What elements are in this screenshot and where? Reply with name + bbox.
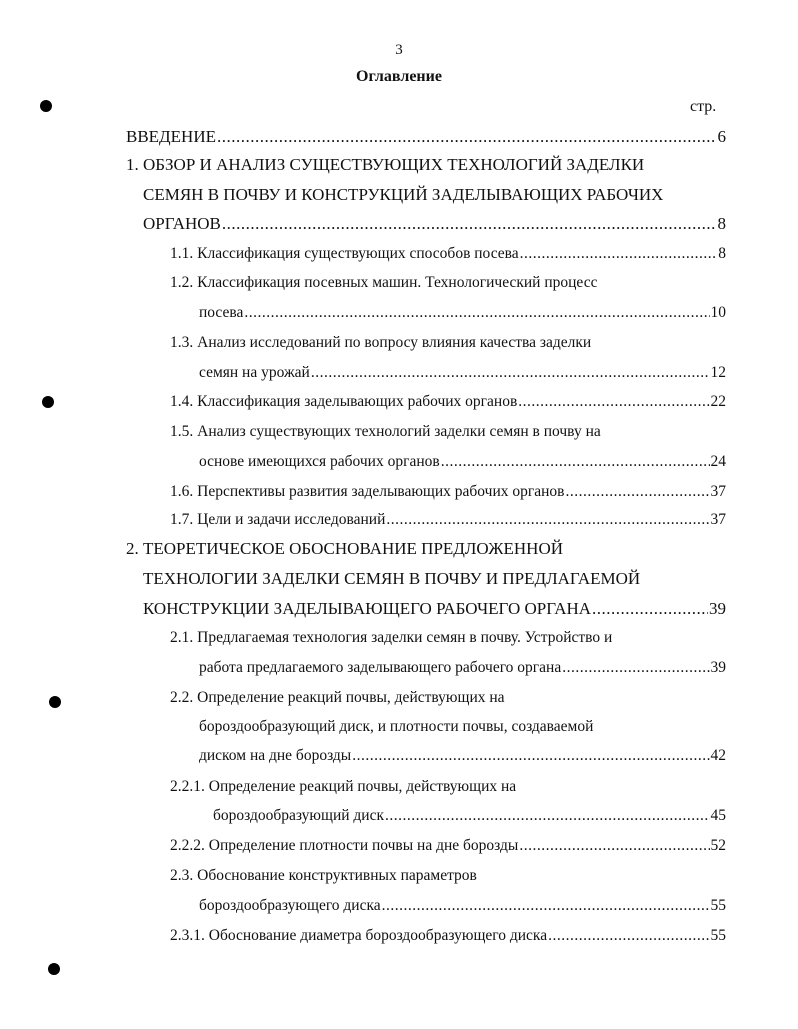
toc-entry-page: 42 xyxy=(710,747,726,764)
toc-entry-text: 1. ОБЗОР И АНАЛИЗ СУЩЕСТВУЮЩИХ ТЕХНОЛОГИЙ ЗАДЕЛКИ xyxy=(126,155,645,174)
toc-entry xyxy=(170,627,612,649)
toc-leader xyxy=(519,835,709,857)
toc-entry xyxy=(199,716,593,738)
toc-entry xyxy=(170,509,726,531)
toc-entry xyxy=(170,835,726,857)
toc-leader xyxy=(520,243,718,265)
toc-entry xyxy=(170,272,597,294)
toc-entry-page: 24 xyxy=(710,453,726,470)
toc-entry-text: бороздообразующий диск xyxy=(213,807,384,824)
page-number: 3 xyxy=(395,42,403,58)
toc-entry xyxy=(126,126,726,148)
toc-entry-text: 2.3. Обоснование конструктивных параметров xyxy=(170,867,477,884)
toc-entry xyxy=(170,243,726,265)
toc-entry xyxy=(170,865,477,887)
toc-leader xyxy=(565,481,709,503)
toc-leader xyxy=(352,745,709,767)
toc-entry-page: 55 xyxy=(710,897,726,914)
binder-hole xyxy=(42,396,54,408)
toc-entry xyxy=(199,745,726,767)
toc-entry-page: 37 xyxy=(710,511,726,528)
toc-entry-page: 45 xyxy=(710,807,726,824)
toc-leader xyxy=(244,302,709,324)
toc-leader xyxy=(217,126,717,148)
toc-entry-text: бороздообразующий диск, и плотности почвы, создаваемой xyxy=(199,718,594,735)
toc-entry-text: 2.3.1. Обоснование диаметра бороздообразующего диска xyxy=(170,927,548,944)
toc-entry xyxy=(170,332,591,354)
binder-hole xyxy=(48,963,60,975)
toc-entry-text: 1.2. Классификация посевных машин. Технологический процесс xyxy=(170,274,598,291)
toc-entry-text: 2.1. Предлагаемая технология заделки семян в почву. Устройство и xyxy=(170,629,613,646)
toc-entry xyxy=(143,213,726,235)
toc-entry xyxy=(143,184,663,206)
toc-entry-text: ОРГАНОВ xyxy=(143,214,221,233)
toc-leader xyxy=(592,598,708,620)
toc-entry-text: посева xyxy=(199,304,244,321)
toc-entry-text: 1.5. Анализ существующих технологий заделки семян в почву на xyxy=(170,423,601,440)
toc-leader xyxy=(311,362,710,384)
toc-entry-page: 8 xyxy=(717,214,726,233)
toc-leader xyxy=(548,925,709,947)
toc-leader xyxy=(518,391,709,413)
toc-entry xyxy=(213,805,726,827)
toc-entry-page: 39 xyxy=(709,599,726,618)
toc-entry xyxy=(126,154,644,176)
toc-entry-text: работа предлагаемого заделывающего рабочего органа xyxy=(199,659,562,676)
toc-leader xyxy=(386,509,709,531)
toc-entry-page: 39 xyxy=(710,659,726,676)
toc-entry-text: 1.7. Цели и задачи исследований xyxy=(170,511,386,528)
toc-entry-text: ВВЕДЕНИЕ xyxy=(126,127,216,146)
toc-entry-page: 6 xyxy=(717,127,726,146)
binder-hole xyxy=(40,100,52,112)
toc-entry-text: 2. ТЕОРЕТИЧЕСКОЕ ОБОСНОВАНИЕ ПРЕДЛОЖЕННОЙ xyxy=(126,539,563,558)
toc-entry xyxy=(199,302,726,324)
binder-hole xyxy=(49,696,61,708)
toc-entry-page: 52 xyxy=(710,837,726,854)
toc-entry-text: диском на дне борозды xyxy=(199,747,352,764)
page-column-label: стр. xyxy=(690,98,717,115)
toc-entry-text: бороздообразующего диска xyxy=(199,897,381,914)
toc-entry xyxy=(199,451,726,473)
toc-entry-text: 1.3. Анализ исследований по вопросу влияния качества заделки xyxy=(170,334,592,351)
toc-entry-text: основе имеющихся рабочих органов xyxy=(199,453,440,470)
toc-entry xyxy=(170,925,726,947)
toc-entry xyxy=(199,895,726,917)
toc-leader xyxy=(441,451,710,473)
toc-entry-text: 1.4. Классификация заделывающих рабочих органов xyxy=(170,393,518,410)
toc-entry xyxy=(199,657,726,679)
toc-entry xyxy=(143,598,726,620)
toc-entry-text: ТЕХНОЛОГИИ ЗАДЕЛКИ СЕМЯН В ПОЧВУ И ПРЕДЛАГАЕМОЙ xyxy=(143,569,641,588)
toc-leader xyxy=(222,213,717,235)
toc-entry-text: семян на урожай xyxy=(199,364,310,381)
toc-entry-text: СЕМЯН В ПОЧВУ И КОНСТРУКЦИЙ ЗАДЕЛЫВАЮЩИХ РАБОЧИХ xyxy=(143,185,664,204)
toc-entry-text: 1.6. Перспективы развития заделывающих рабочих органов xyxy=(170,483,565,500)
toc-entry xyxy=(199,362,726,384)
toc-entry-text: 2.2.1. Определение реакций почвы, действующих на xyxy=(170,778,517,795)
toc-entry-page: 37 xyxy=(710,483,726,500)
toc-entry xyxy=(126,538,563,560)
toc-entry-page: 55 xyxy=(710,927,726,944)
toc-entry xyxy=(170,481,726,503)
toc-entry-page: 22 xyxy=(710,393,726,410)
toc-entry-page: 12 xyxy=(710,364,726,381)
toc-entry xyxy=(170,391,726,413)
toc-entry-text: 2.2. Определение реакций почвы, действующих на xyxy=(170,689,505,706)
toc-entry-text: 1.1. Классификация существующих способов посева xyxy=(170,245,519,262)
toc-leader xyxy=(385,805,710,827)
toc-entry xyxy=(170,776,516,798)
toc-entry-text: КОНСТРУКЦИИ ЗАДЕЛЫВАЮЩЕГО РАБОЧЕГО ОРГАНА xyxy=(143,599,592,618)
toc-entry xyxy=(143,568,640,590)
toc-leader xyxy=(562,657,709,679)
toc-entry-text: 2.2.2. Определение плотности почвы на дне борозды xyxy=(170,837,519,854)
page-title: Оглавление xyxy=(356,68,442,85)
toc-entry-page: 8 xyxy=(718,245,726,262)
toc-entry-page: 10 xyxy=(710,304,726,321)
toc-leader xyxy=(382,895,710,917)
toc-entry xyxy=(170,421,601,443)
toc-entry xyxy=(170,687,505,709)
